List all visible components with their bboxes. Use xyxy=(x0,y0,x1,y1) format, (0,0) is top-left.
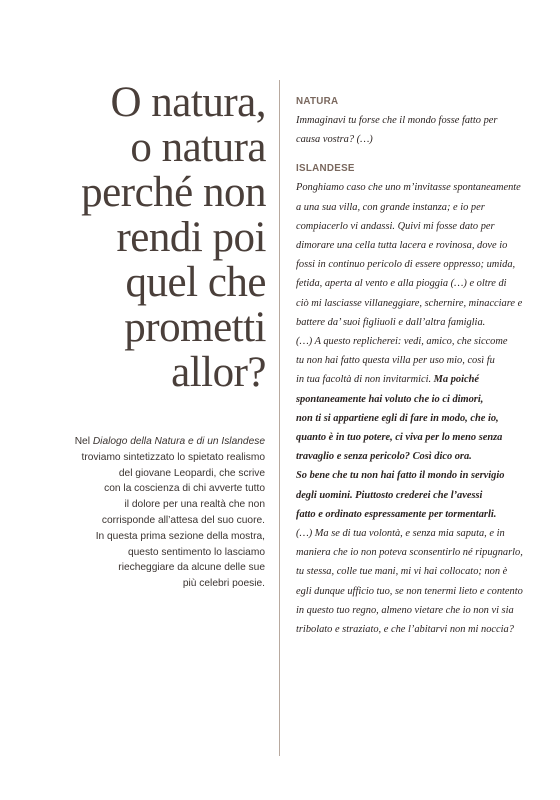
speech-line-bold-text: fatto e ordinato espressamente per tormentarli. xyxy=(296,508,497,520)
speaker-islandese: ISLANDESE xyxy=(296,163,355,175)
speech-line-text: maniera che io non poteva sconsentirlo né ripugnarlo, xyxy=(296,547,523,559)
speech-line xyxy=(296,562,528,581)
headline-line: o natura xyxy=(130,124,266,171)
speech-line-text: egli dunque ufficio tuo, se non tenermi lieto e contento xyxy=(296,585,523,597)
headline-line: allor? xyxy=(171,349,266,396)
speech-line xyxy=(296,582,528,601)
speech-line-bold-text: Ma poiché xyxy=(431,374,479,386)
speech-line-text: tribolato e straziato, e che l’abitarvi non mi noccia? xyxy=(296,624,514,636)
speech-line-text: tu non hai fatto questa villa per uso mio, così fu xyxy=(296,355,495,367)
speech-line xyxy=(296,486,528,505)
speech-line xyxy=(296,370,528,389)
speech-line xyxy=(296,620,528,639)
speech-line-text: dimorare una cella tutta lacera e rovinosa, dove io xyxy=(296,240,508,252)
intro-line: troviamo sintetizzato lo spietato realismo xyxy=(81,451,265,463)
speech-line-text: tu stessa, colle tue mani, mi vi hai collocato; non è xyxy=(296,566,508,578)
speech-line-text: ciò mi lasciasse villaneggiare, schernire, minacciare e xyxy=(296,297,523,309)
intro-line: questo sentimento lo lasciamo xyxy=(127,546,265,558)
headline-line: perché non xyxy=(81,169,266,216)
speaker-natura: NATURA xyxy=(296,96,339,107)
speech-line xyxy=(296,428,528,447)
column-divider xyxy=(279,80,280,756)
intro-line: più celebri poesie. xyxy=(182,578,265,590)
speech-line-text: compiacerlo vi andassi. Quivi mi fosse dato per xyxy=(296,220,495,232)
intro-line xyxy=(60,434,265,450)
intro-line: del giovane Leopardi, che scrive xyxy=(118,467,265,479)
speech-line xyxy=(296,524,528,543)
natura-speech xyxy=(296,111,528,149)
speech-line: Immaginavi tu forse che il mondo fosse fatto per xyxy=(296,115,498,126)
headline-line: prometti xyxy=(124,304,266,351)
speech-line xyxy=(296,543,528,562)
intro-line: il dolore per una realtà che non xyxy=(124,499,265,511)
speech-line xyxy=(296,351,528,370)
intro-line: In questa prima sezione della mostra, xyxy=(95,530,265,542)
speech-line-bold-text: spontaneamente hai voluto che io ci dimori, xyxy=(296,393,484,405)
speech-line xyxy=(296,255,528,274)
speech-line xyxy=(296,178,528,197)
speech-line xyxy=(296,466,528,485)
speech-line-bold-text: So bene che tu non hai fatto il mondo in servigio xyxy=(296,470,505,482)
speech-line-text: fetida, aperta al vento e alla pioggia (…) e oltre di xyxy=(296,278,507,290)
intro-paragraph xyxy=(60,434,265,592)
speech-line-text: battere da’ suoi figliuoli e dall’altra famiglia. xyxy=(296,316,486,328)
speech-line xyxy=(296,274,528,293)
speech-line-bold-text: travaglio e senza pericolo? Così dico ora. xyxy=(296,451,472,463)
speech-line-bold-text: non ti si appartiene egli di fare in modo, che io, xyxy=(296,412,499,424)
speech-line-text: (…) Ma se di tua volontà, e senza mia saputa, e in xyxy=(296,528,505,540)
headline-line: O natura, xyxy=(110,79,266,126)
speech-line xyxy=(296,601,528,620)
speech-line xyxy=(296,447,528,466)
speech-line: causa vostra? (…) xyxy=(296,134,373,146)
speech-line-text: in tua facoltà di non invitarmici. xyxy=(296,374,432,386)
speech-line-bold-text: degli uomini. Piuttosto crederei che l’avessi xyxy=(296,489,483,501)
speech-line-text: in questo tuo regno, almeno vietare che io non vi sia xyxy=(296,604,514,616)
intro-prefix: Nel xyxy=(74,436,93,447)
speech-line xyxy=(296,217,528,236)
intro-line: con la coscienza di chi avverte tutto xyxy=(104,483,265,495)
speech-line xyxy=(296,198,528,217)
dialogue-column xyxy=(296,96,528,639)
speech-line xyxy=(296,236,528,255)
headline xyxy=(40,80,266,395)
speech-line-bold-text: quanto è in tuo potere, ci viva per lo meno senza xyxy=(296,432,503,444)
headline-line: rendi poi xyxy=(116,214,266,261)
speech-line-text: (…) A questo replicherei: vedi, amico, che siccome xyxy=(296,336,508,348)
islandese-speech xyxy=(296,178,528,639)
speech-line-text: fossi in continuo pericolo di essere oppresso; umida, xyxy=(296,259,516,271)
headline-line: quel che xyxy=(125,259,266,306)
speech-line xyxy=(296,390,528,409)
speech-line xyxy=(296,294,528,313)
intro-work-title: Dialogo della Natura e di un Islandese xyxy=(92,436,265,447)
intro-line: riecheggiare da alcune delle sue xyxy=(118,562,265,574)
speech-line xyxy=(296,313,528,332)
speech-line xyxy=(296,332,528,351)
speech-line-text: a una sua villa, con grande instanza; e io per xyxy=(296,201,485,213)
intro-line: corrisponde all’attesa del suo cuore. xyxy=(101,514,265,526)
speech-line xyxy=(296,505,528,524)
speech-line xyxy=(296,409,528,428)
speech-line-text: Ponghiamo caso che uno m’invitasse spontaneamente xyxy=(296,182,521,194)
